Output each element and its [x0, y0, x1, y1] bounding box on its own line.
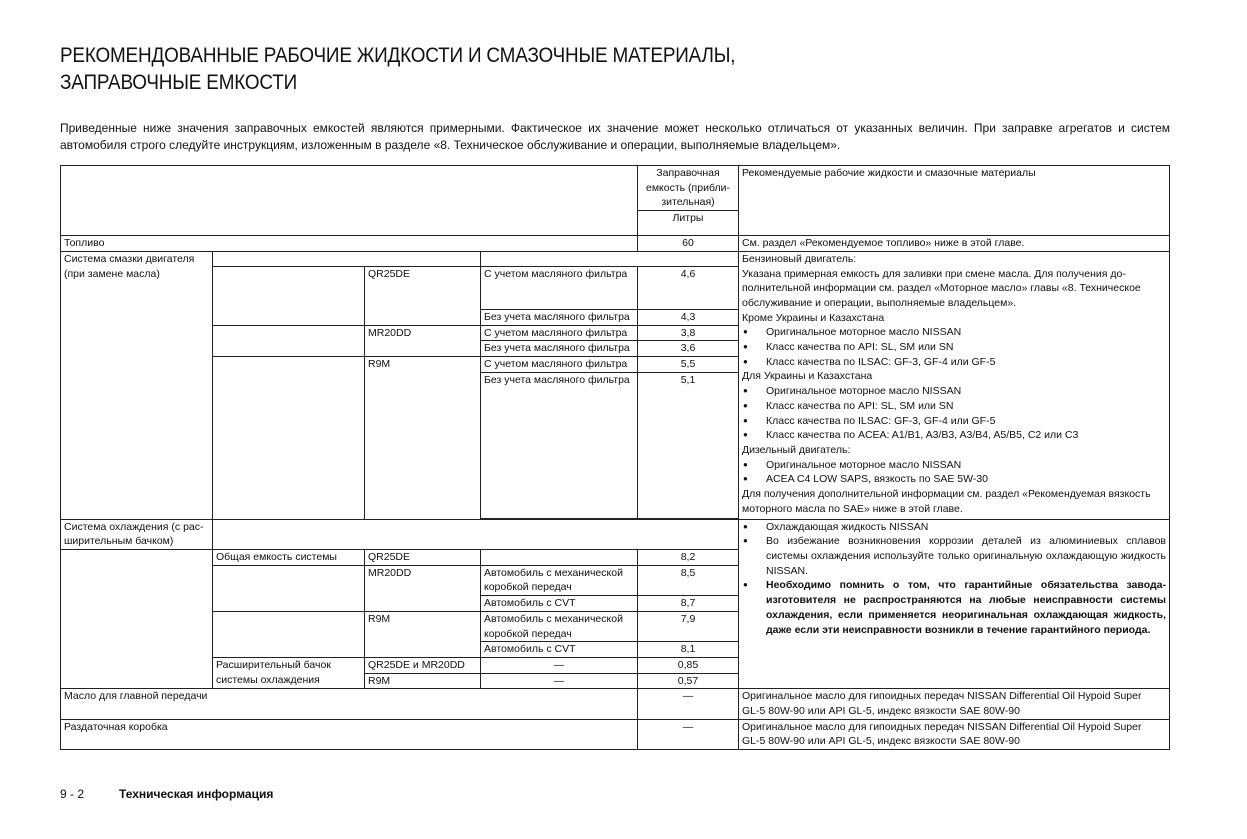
transfer-rec: Оригинальное масло для гипоидных передач NISSAN Differential Oil Hypoid Super GL-5 80W-90 или API GL-5, индекс вязкости SAE 80W-90	[739, 719, 1170, 749]
list-item: ● Во избежание возникновения коррозии деталей из алюминиевых сплавов системы охлаждения используйте только оригинальную охлаждающую жидкость NISSAN.	[742, 534, 1166, 578]
page-title	[60, 42, 735, 96]
list-item: ● Охлаждающая жидкость NISSAN	[742, 520, 1166, 535]
intro-paragraph: Приведенные ниже значения заправочных емкостей являются примерными. Фактическое их значение может несколько отличаться от указанных величин. При заправке агрегатов и систем автомобиля строго следуйте инструкциям, изложенным в разделе «8. Техническое обслуживание и операции, выполняемые владельцем».	[60, 121, 1170, 152]
title-line-1: РЕКОМЕНДОВАННЫЕ РАБОЧИЕ ЖИДКОСТИ И СМАЗОЧНЫЕ МАТЕРИАЛЫ,	[60, 44, 736, 67]
oil-engine-r9m: R9M	[365, 356, 481, 519]
header-empty-cell	[61, 166, 638, 236]
list-item: ● Оригинальное моторное масло NISSAN	[742, 325, 1166, 340]
cooling-rec	[739, 519, 1170, 689]
list-item: ● Оригинальное моторное масло NISSAN	[742, 458, 1166, 473]
page-number: 9 - 2	[60, 787, 85, 801]
table-row-cooling	[61, 519, 1170, 549]
table-row-transfer	[61, 719, 1170, 749]
transfer-value: —	[638, 719, 739, 749]
final-drive-value: —	[638, 689, 739, 719]
list-item: ● Оригинальное моторное масло NISSAN	[742, 384, 1166, 399]
list-item: ● Класс качества по ILSAC: GF-3, GF-4 или GF-5	[742, 414, 1166, 429]
oil-engine-qr25de: QR25DE	[365, 266, 481, 325]
oil-engine-mr20dd: MR20DD	[365, 325, 481, 356]
fuel-value: 60	[638, 236, 739, 252]
oil-rec: Бензиновый двигатель: Указана примерная емкость для заливки при смене масла. Для получения до- полнительной информации см. раздел «Моторное масло» главы «8. Техническое обслуживание и операции, выполняемые владельцем». Кроме Украины и Казахстана ● Оригинальное моторное масло NISSAN ● Класс качества по API: SL, SM или SN ● Класс качества по ILSAC: GF-3, GF-4 или GF-5 Для Украины и Казахстана ● Оригинальное моторное масло NISSAN ● Класс качества по API: SL, SM или SN ● Класс качества по ILSAC: GF-3, GF-4 или GF-5 ● Класс качества по ACEA: A1/B1, A3/B3, A3/B4, A5/B5, C2 или C3 Дизельный двигатель: ● Оригинальное моторное масло NISSAN ● ACEA C4 LOW SAPS, вязкость по SAE 5W-30 Для получения дополнительной информации см. раздел «Рекомендуемая вязкость моторного масла по SAE» ниже в этой главе.	[739, 251, 1170, 519]
list-item: ● Необходимо помнить о том, что гарантийные обязательства завода-изготовителя не распространяются на любые неисправности системы охлаждения, если применяется неоригинальная охлаждающая жидкость, даже если эти неисправности возникли в течение гарантийного периода.	[742, 578, 1166, 637]
transfer-label: Раздаточная коробка	[61, 719, 638, 749]
chapter-title: Техническая информация	[119, 787, 274, 801]
cooling-label: Система охлаждения (с рас- ширительным бачком)	[61, 519, 213, 549]
table-header-row	[61, 166, 1170, 211]
header-recommended: Рекомендуемые рабочие жидкости и смазочные материалы	[739, 166, 1170, 236]
fuel-label: Топливо	[61, 236, 638, 252]
header-unit: Литры	[638, 211, 739, 236]
reservoir-label: Расширительный бачок системы охлаждения	[213, 657, 365, 688]
fuel-rec: См. раздел «Рекомендуемое топливо» ниже в этой главе.	[739, 236, 1170, 252]
title-line-2: ЗАПРАВОЧНЫЕ ЕМКОСТИ	[60, 71, 298, 94]
oil-label: Система смазки двигателя (при замене масла)	[61, 251, 213, 519]
list-item: ● Класс качества по ILSAC: GF-3, GF-4 или GF-5	[742, 355, 1166, 370]
list-item: ● Класс качества по API: SL, SM или SN	[742, 340, 1166, 355]
final-drive-label: Масло для главной передачи	[61, 689, 638, 719]
capacities-table: Заправочная емкость (прибли- зительная) Рекомендуемые рабочие жидкости и смазочные материалы Литры Топливо 60 См. раздел «Рекомендуемое топливо» ниже в этой главе. Система смазки двигателя (при замене масла) Бензиновый двигатель: Указана примерная емкость для заливки при смене масла. Для получения до- полнительной информации см. раздел «Моторное масло» главы «8. Техническое обслуживание и операции, выполняемые владельцем». Кроме Украины и Казахстана ● Оригинальное моторное масло NISSAN ● Класс качества по API: SL, SM или SN ● Класс качества по ILSAC: GF-3, GF-4 или GF-5 Для Украины и Казахстана ● Оригинальное моторное масло NISSAN ● Класс качества по API: SL, SM или SN ● Класс качества по ILSAC: GF-3, GF-4 или GF-5 ● Класс качества по ACEA: A1/B1, A3/B3, A3/B4, A5/B5, C2 или C3 Дизельный двигатель: ● Оригинальное моторное масло NISSAN ● ACEA C4 LOW SAPS, вязкость по SAE 5W-30 Для получения дополнительной информации см. раздел «Рекомендуемая вязкость моторного масла по SAE» ниже в этой главе. QR25DE С учетом масляного фильтра 4,6 Без учета масляного фильтра 4,3 MR20DD С учетом масляного фильтра 3,8 Без учета масляного фильтра 3,6 R9M С учетом масляного фильтра 5,5 Без учета масляного фильтра 5,1 Система охлаждения (с рас- ширительным бачком) ● Охлаждающая жидкость NISSAN ● Во избежание возникновения коррозии деталей из алюминиевых сплавов системы охлаждения используйте только оригинальную охлаждающую жидкость NISSAN. ● Необходимо помнить о том, что гарантийные обязательства завода-изготовителя не распространяются на любые неисправности системы охлаждения, если применяется неоригинальная охлаждающая жидкость, даже если эти неисправности возникли в течение гарантийного периода. Общая емкость системы QR25DE 8,2 MR20DD Автомобиль с механической коробкой передач 8,5 Автомобиль с CVT 8,7 R9M Автомобиль с механической коробкой передач 7,9 Автомобиль с CVT 8,1 Расширительный бачок системы охлаждения QR25DE и MR20DD — 0,85 R9M — 0,57 Масло для главной передачи — Оригинальное масло для гипоидных передач NISSAN Differential Oil Hypoid Super GL-5 80W-90 или API GL-5, индекс вязкости SAE 80W-90 Раздаточная коробка — Оригинальное масло для гипоидных передач NISSAN Differential Oil Hypoid Super GL-5 80W-90 или API GL-5, индекс вязкости SAE 80W-90	[60, 165, 1170, 750]
list-item: ● ACEA C4 LOW SAPS, вязкость по SAE 5W-30	[742, 472, 1166, 487]
list-item: ● Класс качества по API: SL, SM или SN	[742, 399, 1166, 414]
table-row-oil	[61, 251, 1170, 266]
final-drive-rec: Оригинальное масло для гипоидных передач NISSAN Differential Oil Hypoid Super GL-5 80W-90 или API GL-5, индекс вязкости SAE 80W-90	[739, 689, 1170, 719]
table-row-fuel	[61, 236, 1170, 252]
list-item: ● Класс качества по ACEA: A1/B1, A3/B3, A3/B4, A5/B5, C2 или C3	[742, 428, 1166, 443]
table-row-final-drive	[61, 689, 1170, 719]
header-capacity: Заправочная емкость (прибли- зительная)	[638, 166, 739, 211]
